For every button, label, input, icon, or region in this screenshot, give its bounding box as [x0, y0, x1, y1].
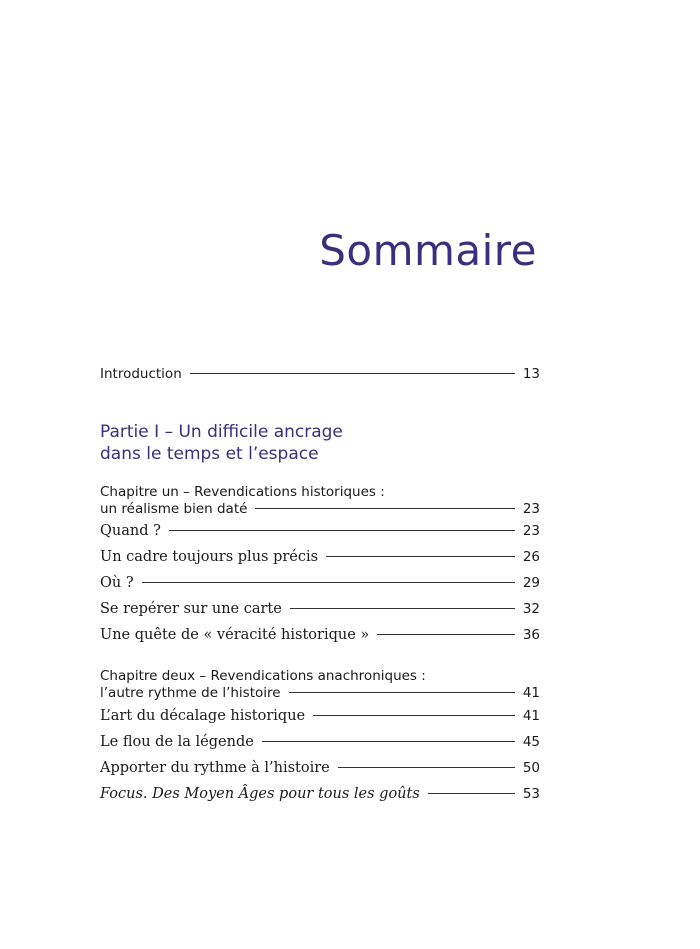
toc-entry-page: 45: [522, 734, 540, 750]
toc-entry-label: Un cadre toujours plus précis: [100, 549, 319, 565]
toc-entry-label: Une quête de « véracité historique »: [100, 627, 370, 643]
leader-line: [428, 793, 515, 794]
toc-entry-introduction[interactable]: [100, 366, 540, 388]
toc-entry[interactable]: [100, 627, 540, 649]
toc-entry-page: 41: [522, 708, 540, 724]
part-title-line2: dans le temps et l’espace: [100, 444, 319, 464]
toc-entry[interactable]: [100, 549, 540, 571]
leader-line: [262, 741, 515, 742]
toc-entry-label: Où ?: [100, 575, 134, 591]
chapter-title-line1: Chapitre deux – Revendications anachroniques :: [100, 668, 426, 684]
toc-entry[interactable]: [100, 601, 540, 623]
toc-entry-label: Apporter du rythme à l’histoire: [100, 760, 330, 776]
toc-entry[interactable]: [100, 734, 540, 756]
chapter-title-line2: un réalisme bien daté: [100, 501, 248, 517]
toc-entry-page: 26: [522, 549, 540, 565]
toc-entry[interactable]: [100, 575, 540, 597]
chapter-title-line1: Chapitre un – Revendications historiques :: [100, 484, 385, 500]
toc-entry-page: 36: [522, 627, 540, 643]
toc-entry-page: 32: [522, 601, 540, 617]
toc-entry-label: Quand ?: [100, 523, 161, 539]
leader-line: [290, 608, 515, 609]
leader-line: [289, 692, 515, 693]
toc-entry-label: Focus. Des Moyen Âges pour tous les goûts: [100, 786, 420, 802]
chapter-page: 23: [522, 501, 540, 517]
toc-entry-page: 50: [522, 760, 540, 776]
leader-line: [338, 767, 515, 768]
leader-line: [326, 556, 515, 557]
toc-entry-page: 29: [522, 575, 540, 591]
toc-entry-label: Introduction: [100, 366, 182, 382]
toc-entry-label: Se repérer sur une carte: [100, 601, 282, 617]
toc-entry-label: Le flou de la légende: [100, 734, 254, 750]
toc-entry-page: 53: [522, 786, 540, 802]
chapter-title-line2: l’autre rythme de l’histoire: [100, 685, 281, 701]
part-title: [100, 421, 540, 465]
toc-entry[interactable]: [100, 760, 540, 782]
leader-line: [169, 530, 515, 531]
toc-entry[interactable]: [100, 523, 540, 545]
part-title-line1: Partie I – Un difficile ancrage: [100, 422, 343, 442]
leader-line: [313, 715, 515, 716]
toc-entry[interactable]: [100, 708, 540, 730]
page-title: Sommaire: [319, 226, 537, 275]
toc-entry-page: 13: [522, 366, 540, 382]
chapter-page: 41: [522, 685, 540, 701]
leader-line: [255, 508, 514, 509]
leader-line: [142, 582, 515, 583]
toc-entry-page: 23: [522, 523, 540, 539]
toc-chapter-1[interactable]: [100, 484, 540, 518]
leader-line: [377, 634, 515, 635]
toc-entry-label: L’art du décalage historique: [100, 708, 306, 724]
toc-entry-focus[interactable]: [100, 786, 540, 808]
leader-line: [190, 373, 515, 374]
toc-chapter-2[interactable]: [100, 668, 540, 702]
